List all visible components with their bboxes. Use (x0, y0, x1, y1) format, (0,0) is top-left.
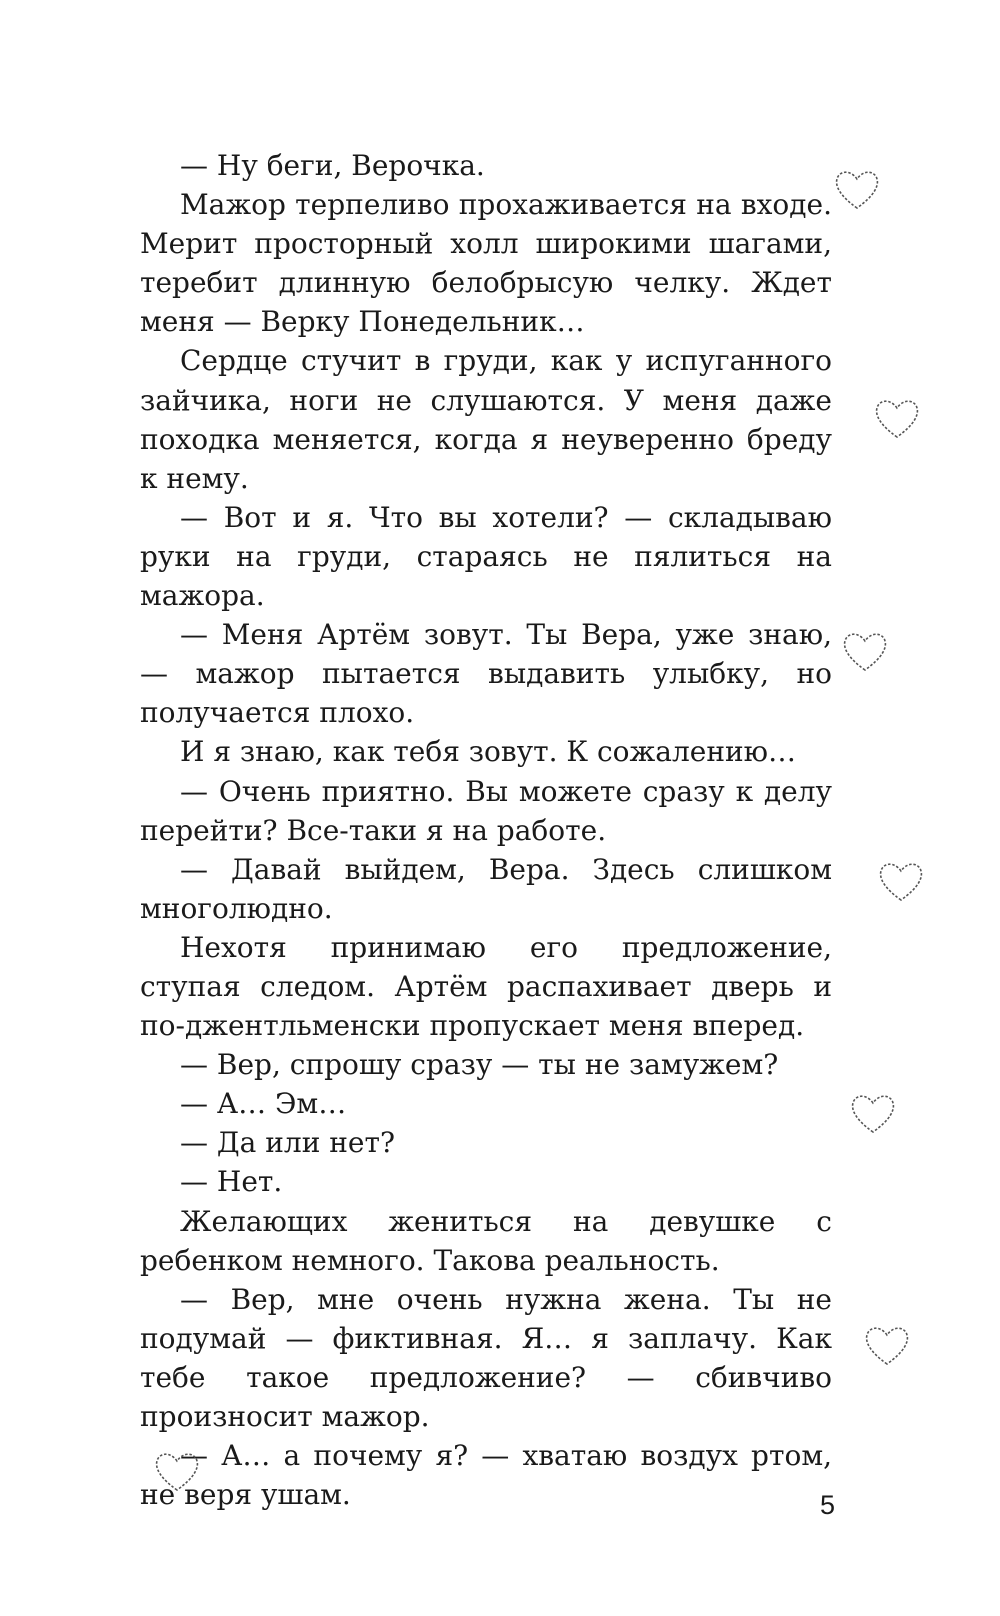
paragraph: И я знаю, как тебя зовут. К сожалению… (180, 735, 797, 769)
paragraph: Желающих жениться на девушке с ребенком немного. Такова реальность. (140, 1204, 832, 1277)
paragraph: Нехотя принимаю его предложение, ступая следом. Артём распахивает дверь и по-джентльменски пропускает меня вперед. (140, 930, 832, 1043)
page-text (140, 146, 832, 1514)
paragraph: — Давай выйдем, Вера. Здесь слишком многолюдно. (140, 852, 832, 925)
paragraph: — Да или нет? (180, 1126, 396, 1160)
paragraph: — Вер, мне очень нужна жена. Ты не подумай — фиктивная. Я… я заплачу. Как тебе такое предложение? — сбивчиво произносит мажор. (140, 1282, 832, 1433)
paragraph: — Очень приятно. Вы можете сразу к делу перейти? Все-таки я на работе. (140, 774, 832, 847)
paragraph: — Меня Артём зовут. Ты Вера, уже знаю, — мажор пытается выдавить улыбку, но получается плохо. (140, 618, 832, 730)
heart-doodle-icon (848, 1090, 898, 1136)
paragraph: — Нет. (180, 1165, 283, 1199)
paragraph: — Вот и я. Что вы хотели? — складываю руки на груди, стараясь не пялиться на мажора. (140, 500, 832, 613)
paragraph: — А… а почему я? — хватаю воздух ртом, не веря ушам. (140, 1439, 832, 1512)
heart-doodle-icon (872, 395, 922, 441)
paragraph: — Ну беги, Верочка. (180, 149, 485, 182)
heart-doodle-icon (862, 1322, 912, 1368)
heart-doodle-icon (832, 166, 882, 212)
heart-doodle-icon (876, 858, 926, 904)
paragraph: — Вер, спрошу сразу — ты не замужем? (180, 1048, 779, 1082)
page-number: 5 (820, 1490, 836, 1520)
paragraph: — А… Эм… (180, 1087, 347, 1121)
heart-doodle-icon (152, 1448, 202, 1494)
heart-doodle-icon (840, 628, 890, 674)
paragraph: Мажор терпеливо прохаживается на входе. Мерит просторный холл широкими шагами, теребит длинную белобрысую челку. Ждет меня — Верку Понедельник… (140, 188, 832, 339)
paragraph: Сердце стучит в груди, как у испуганного зайчика, ноги не слушаются. У меня даже походка меняется, когда я неуверенно бреду к нему. (140, 344, 832, 495)
